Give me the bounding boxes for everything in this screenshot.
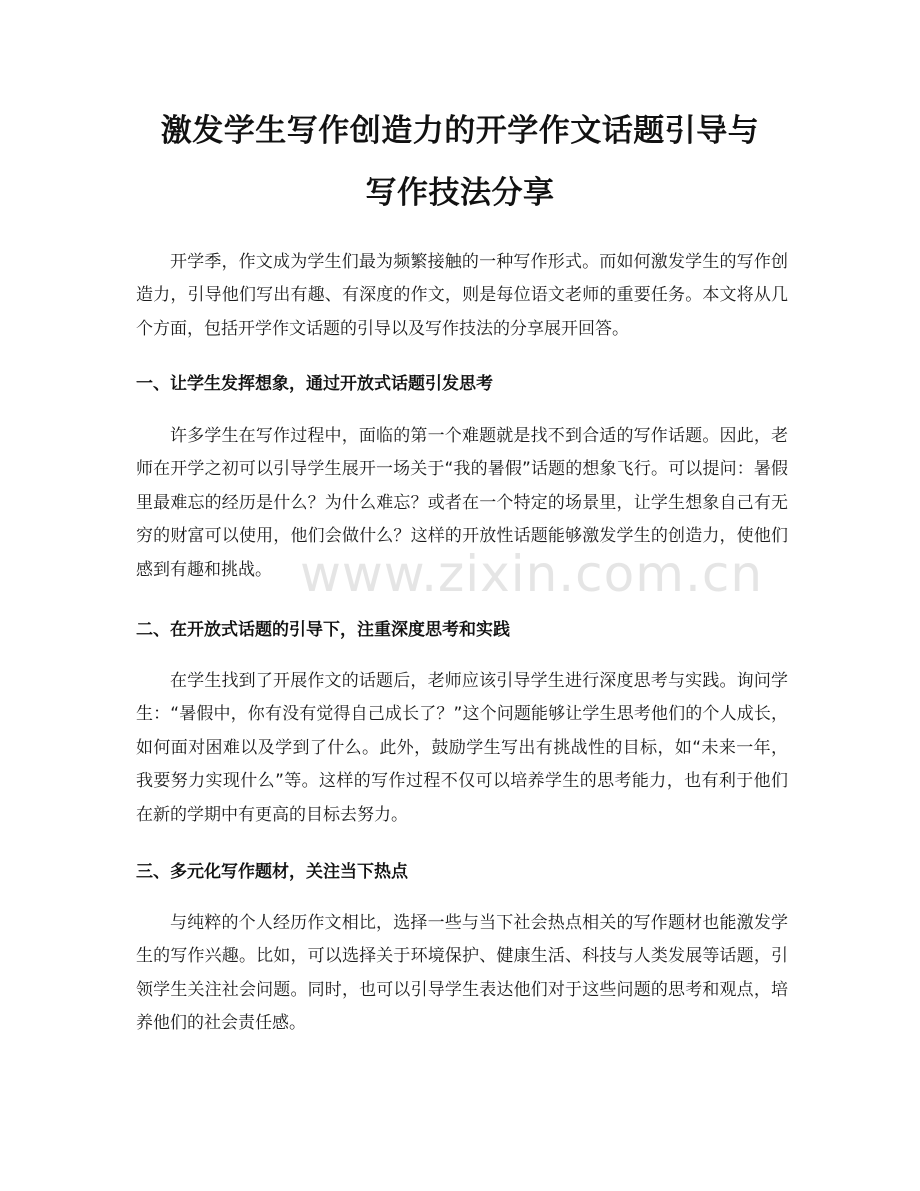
section-1-paragraph: 许多学生在写作过程中，面临的第一个难题就是找不到合适的写作话题。因此，老师在开学之初可以引导学生展开一场关于“我的暑假”话题的想象飞行。可以提问：暑假里最难忘的经历是什么？为什么难忘？或者在一个特定的场景里，让学生想象自己有无穷的财富可以使用，他们会做什么？这样的开放性话题能够激发学生的创造力，使他们感到有趣和挑战。	[136, 426, 788, 580]
section-3-paragraph: 与纯粹的个人经历作文相比，选择一些与当下社会热点相关的写作题材也能激发学生的写作兴趣。比如，可以选择关于环境保护、健康生活、科技与人类发展等话题，引领学生关注社会问题。同时，也可以引导学生表达他们对于这些问题的思考和观点，培养他们的社会责任感。	[136, 913, 788, 1034]
section-2-paragraph: 在学生找到了开展作文的话题后，老师应该引导学生进行深度思考与实践。询问学生：“暑假中，你有没有觉得自己成长了？”这个问题能够让学生思考他们的个人成长，如何面对困难以及学到了什么。此外，鼓励学生写出有挑战性的目标，如“未来一年，我要努力实现什么”等。这样的写作过程不仅可以培养学生的思考能力，也有利于他们在新的学期中有更高的目标去努力。	[136, 671, 788, 825]
document-title-line-2: 写作技法分享	[365, 175, 555, 211]
intro-paragraph: 开学季，作文成为学生们最为频繁接触的一种写作形式。而如何激发学生的写作创造力，引导他们写出有趣、有深度的作文，则是每位语文老师的重要任务。本文将从几个方面，包括开学作文话题的引导以及写作技法的分享展开回答。	[136, 252, 788, 339]
watermark: www.zixin.com.cn	[300, 545, 764, 603]
document-title-line-1: 激发学生写作创造力的开学作文话题引导与	[160, 113, 760, 149]
section-3-heading: 三、多元化写作题材，关注当下热点	[136, 862, 408, 882]
section-2-heading: 二、在开放式话题的引导下，注重深度思考和实践	[136, 620, 510, 640]
section-1-heading: 一、让学生发挥想象，通过开放式话题引发思考	[136, 374, 493, 394]
